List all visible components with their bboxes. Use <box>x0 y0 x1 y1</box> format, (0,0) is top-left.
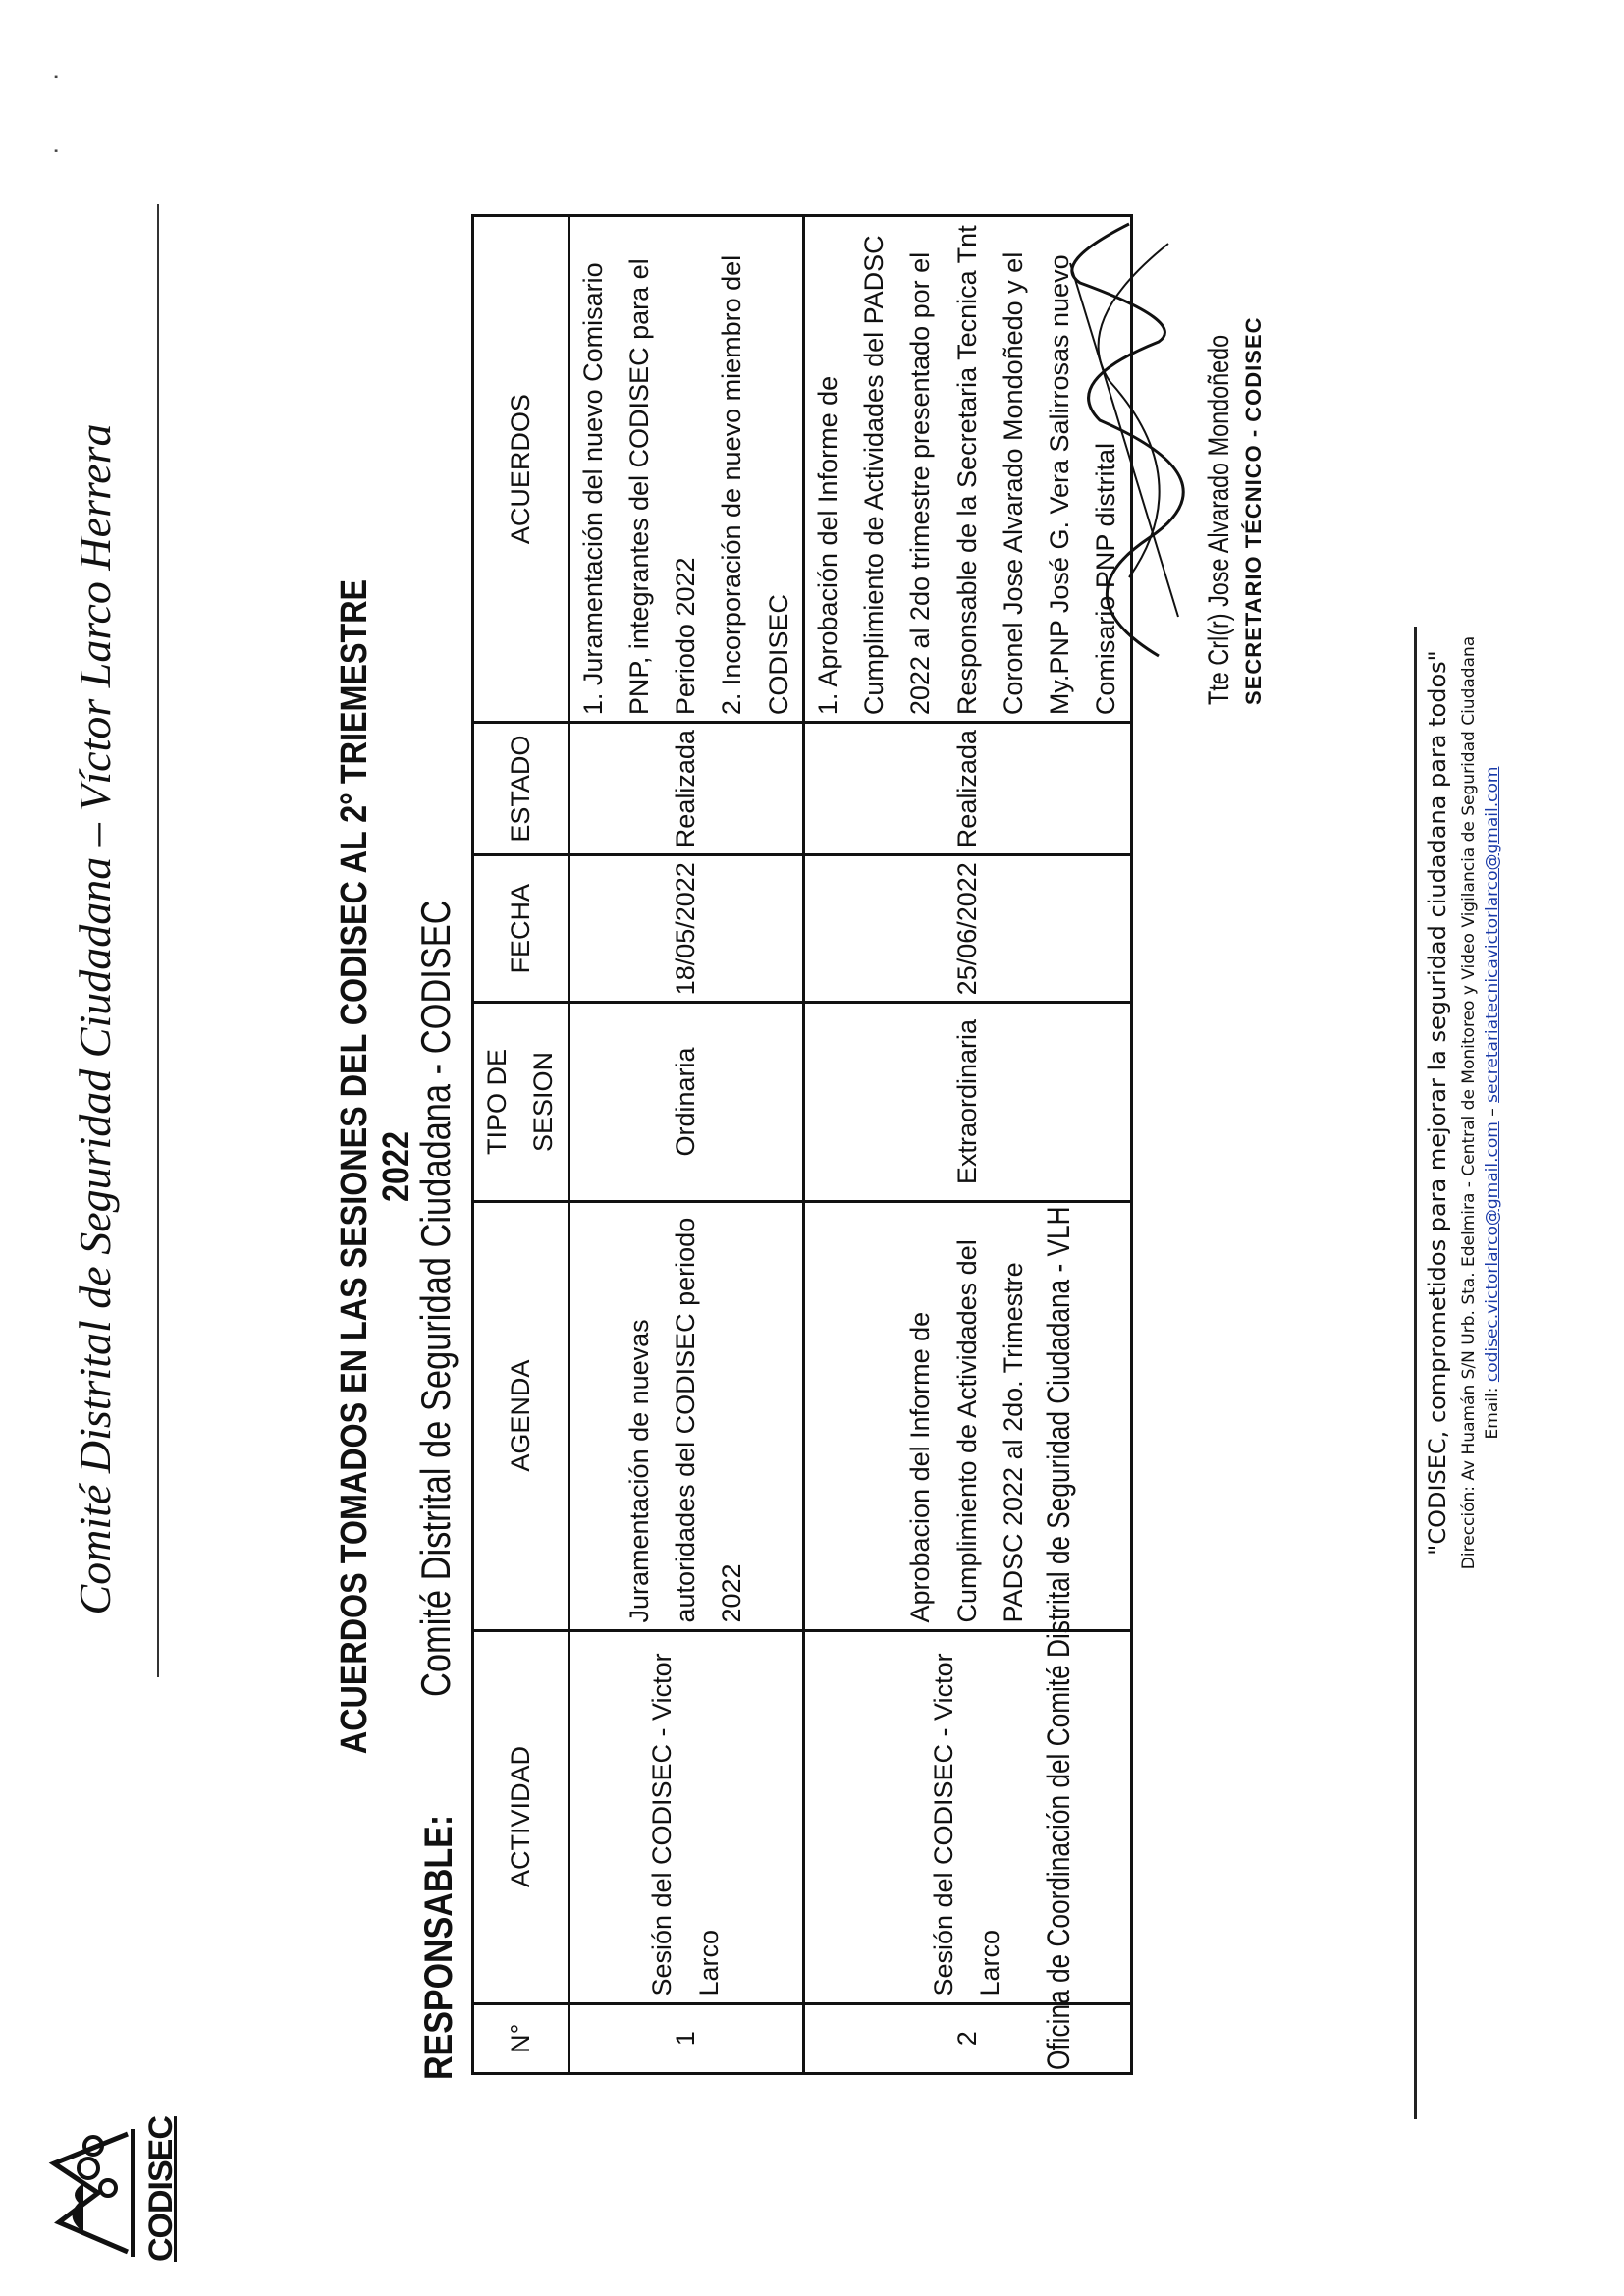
logo-text: CODISEC <box>142 2116 180 2262</box>
acuerdo-item: 2. Incorporación de nuevo miembro del CODISEC <box>717 254 793 716</box>
email-link-1[interactable]: codisec.victorlarco@gmail.com <box>1483 1121 1502 1383</box>
cell-actividad: Sesión del CODISEC - Victor Larco <box>803 1630 1131 2003</box>
document-title: ACUERDOS TOMADOS EN LAS SESIONES DEL CODISEC AL 2° TRIEMESTRE 2022 <box>334 578 417 1755</box>
cell-estado: Realizada <box>803 723 1131 855</box>
col-header-agenda: AGENDA <box>473 1201 569 1630</box>
email-separator: – <box>1483 1108 1502 1117</box>
cell-fecha: 25/06/2022 <box>803 855 1131 1003</box>
signatory-name: Tte Crl(r) Jose Alvarado Mondoñedo <box>1203 334 1235 705</box>
office-note: Oficina de Coordinación del Comité Distrital de Seguridad Ciudadana - VLH <box>1041 1206 1076 2070</box>
col-header-num: N° <box>473 2003 569 2073</box>
acuerdo-item: 1. Aprobación del Informe de Cumplimiento de Actividades del PADSC 2022 al 2do trimestre presentado por el Responsable de la Secretaria Tecnica Tnt Coronel Jose Alvarado Mondoñedo y el My.PNP José G. Vera Salirrosas nuevo Comisario PNP distrital <box>812 225 1121 716</box>
scan-specks: · · <box>39 42 69 155</box>
footer-email <box>1483 244 1502 1962</box>
codisec-logo <box>39 2116 187 2262</box>
col-header-tipo: TIPO DE SESION <box>473 1003 569 1201</box>
cell-estado: Realizada <box>568 723 803 855</box>
acuerdos-table <box>471 214 1133 2075</box>
cell-num: 1 <box>568 2003 803 2073</box>
cell-agenda: Juramentación de nuevas autoridades del CODISEC periodo 2022 <box>568 1201 803 1630</box>
signatory-role: SECRETARIO TÉCNICO - CODISEC <box>1241 316 1266 705</box>
codisec-emblem-icon <box>39 2124 137 2262</box>
footer-divider <box>1414 627 1417 2119</box>
table-row <box>568 216 803 2074</box>
cell-acuerdos <box>568 216 803 723</box>
col-header-fecha: FECHA <box>473 855 569 1003</box>
footer-address: Dirección: Av Huamán S/N Urb. Sta. Edelmira - Central de Monitoreo y Video Vigilancia de Seguridad Ciudadana <box>1459 635 1479 1570</box>
table-header-row <box>473 216 569 2074</box>
cell-agenda: Aprobacion del Informe de Cumplimiento de Actividades del PADSC 2022 al 2do. Trimestre <box>803 1201 1131 1630</box>
cell-tipo: Extraordinaria <box>803 1003 1131 1201</box>
footer-slogan: "CODISEC, comprometidos para mejorar la seguridad ciudadana para todos" <box>1424 650 1451 1556</box>
cell-tipo: Ordinaria <box>568 1003 803 1201</box>
cell-num: 2 <box>803 2003 1131 2073</box>
col-header-acuerdos: ACUERDOS <box>473 216 569 723</box>
email-link-2[interactable]: secretariatecnicavictorlarco@gmail.com <box>1483 766 1502 1103</box>
email-label: Email: <box>1483 1387 1502 1440</box>
acuerdo-item: 1. Juramentación del nuevo Comisario PNP, integrantes del CODISEC para el Periodo 2022 <box>577 258 700 716</box>
col-header-actividad: ACTIVIDAD <box>473 1630 569 2003</box>
responsable-value: Comité Distrital de Seguridad Ciudadana - CODISEC <box>412 900 459 1697</box>
header-title: Comité Distrital de Seguridad Ciudadana – Víctor Larco Herrera <box>70 423 120 1615</box>
header-divider <box>157 204 159 1677</box>
responsable-label: RESPONSABLE: <box>417 1814 460 2080</box>
cell-actividad: Sesión del CODISEC - Victor Larco <box>568 1630 803 2003</box>
col-header-estado: ESTADO <box>473 723 569 855</box>
cell-fecha: 18/05/2022 <box>568 855 803 1003</box>
